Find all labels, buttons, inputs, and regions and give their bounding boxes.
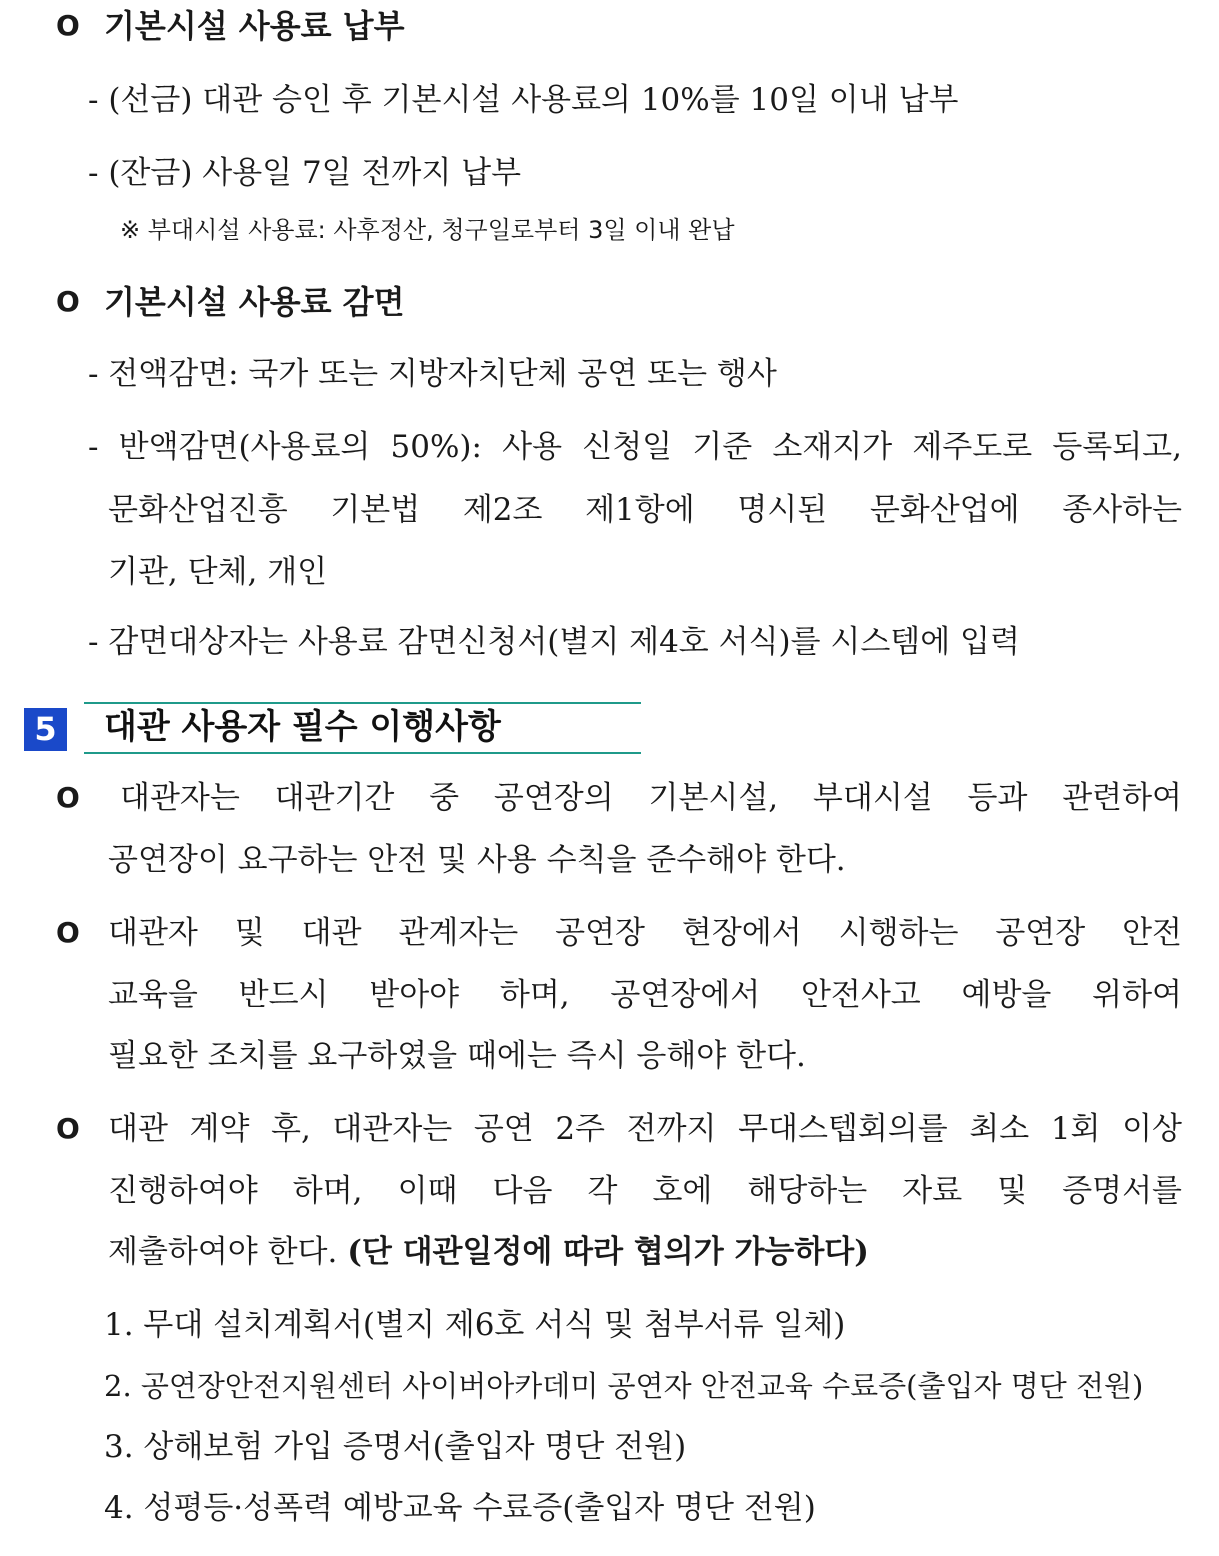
section-heading-fee-reduction: 기본시설 사용료 감면 [104,283,405,321]
paragraph2-line2: 교육을 반드시 받아야 하며, 공연장에서 안전사고 예방을 위하여 [108,977,1182,1013]
section-heading-fee-payment: 기본시설 사용료 납부 [104,7,405,45]
fee-payment-item-advance: - (선금) 대관 승인 후 기본시설 사용료의 10%를 10일 이내 납부 [88,82,959,118]
paragraph1-line2: 공연장이 요구하는 안전 및 사용 수칙을 준수해야 한다. [108,842,846,878]
reduction-item-half-line2: 문화산업진흥 기본법 제2조 제1항에 명시된 문화산업에 종사하는 [108,492,1182,528]
paragraph3-line2: 진행하여야 하며, 이때 다음 각 호에 해당하는 자료 및 증명서를 [108,1173,1182,1209]
paragraph2-line1: 대관자 및 대관 관계자는 공연장 현장에서 시행하는 공연장 안전 [108,915,1182,951]
circle-bullet-icon: O [56,916,80,949]
fee-payment-note: ※ 부대시설 사용료: 사후정산, 청구일로부터 3일 이내 완납 [120,216,735,244]
reduction-item-full: - 전액감면: 국가 또는 지방자치단체 공연 또는 행사 [88,356,777,392]
list-item: 1. 무대 설치계획서(별지 제6호 서식 및 첨부서류 일체) [104,1307,846,1343]
paragraph2-line3: 필요한 조치를 요구하였을 때에는 즉시 응해야 한다. [108,1038,806,1074]
list-item: 3. 상해보험 가입 증명서(출입자 명단 전원) [104,1429,687,1465]
paragraph3-line1: 대관 계약 후, 대관자는 공연 2주 전까지 무대스텝회의를 최소 1회 이상 [108,1111,1182,1147]
paragraph3-line3-bold-note: (단 대관일정에 따라 협의가 가능하다) [347,1234,869,1270]
circle-bullet-icon: O [56,1112,80,1145]
paragraph3-line3-text: 제출하여야 한다. [108,1234,338,1270]
circle-bullet-icon: O [56,285,80,318]
paragraph1-line1: 대관자는 대관기간 중 공연장의 기본시설, 부대시설 등과 관련하여 [120,780,1182,816]
list-item: 2. 공연장안전지원센터 사이버아카데미 공연자 안전교육 수료증(출입자 명단 전원) [104,1369,1144,1403]
reduction-item-application: - 감면대상자는 사용료 감면신청서(별지 제4호 서식)를 시스템에 입력 [88,624,1020,660]
reduction-item-half-line3: 기관, 단체, 개인 [108,554,328,590]
list-item: 4. 성평등·성폭력 예방교육 수료증(출입자 명단 전원) [104,1490,816,1526]
section-number-badge: 5 [24,708,67,751]
reduction-item-half-line1: - 반액감면(사용료의 50%): 사용 신청일 기준 소재지가 제주도로 등록되고, [88,429,1182,465]
paragraph3-line3 [108,1232,869,1272]
circle-bullet-icon: O [56,9,80,42]
circle-bullet-icon: O [56,781,80,814]
fee-payment-item-balance: - (잔금) 사용일 7일 전까지 납부 [88,155,522,191]
section-title: 대관 사용자 필수 이행사항 [104,707,501,747]
